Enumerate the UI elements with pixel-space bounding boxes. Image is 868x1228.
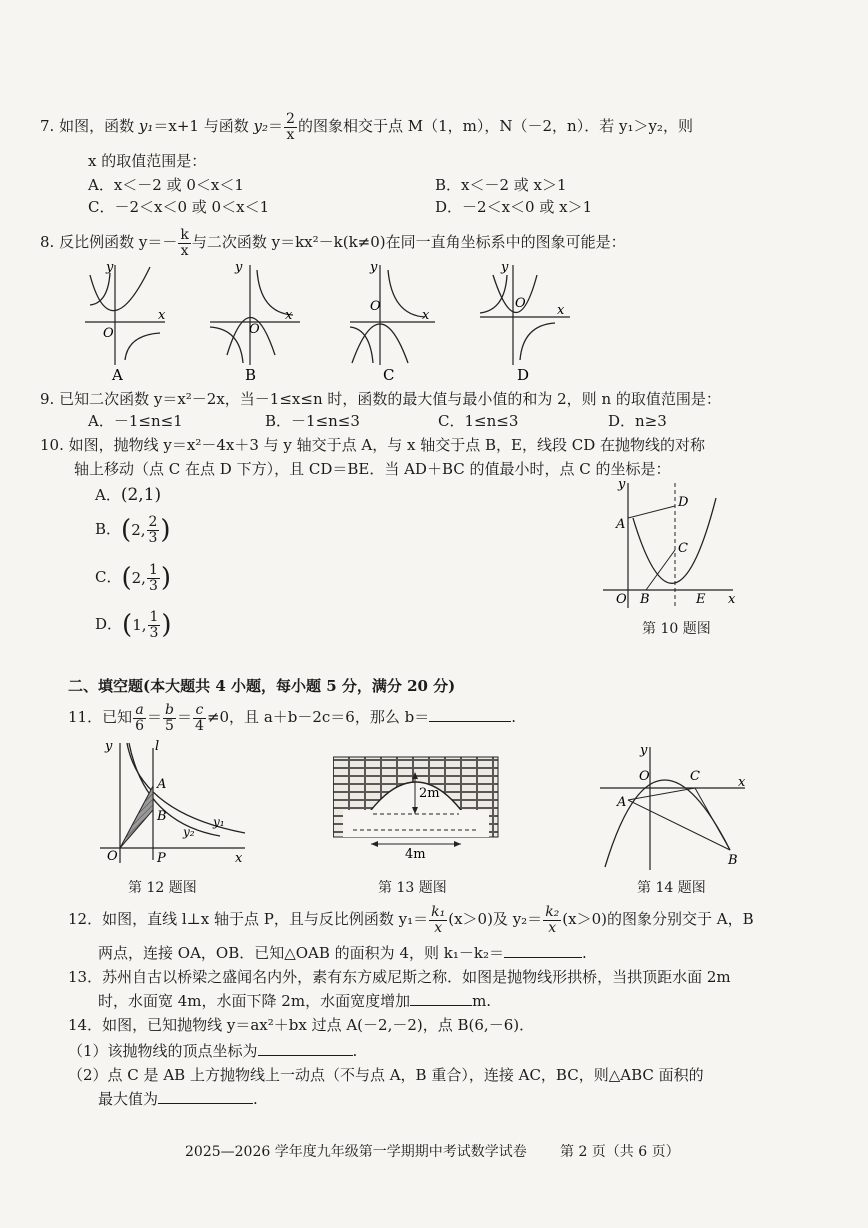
- q11-answer-blank[interactable]: [429, 721, 511, 722]
- q8-frac-num: k: [180, 227, 189, 243]
- q7-eq: ＝: [268, 117, 284, 136]
- q10-opt-d-x: 1,: [132, 616, 147, 635]
- q7-option-c: C．－2＜x＜0 或 0＜x＜1: [88, 198, 270, 216]
- fig14-b-label: B: [728, 853, 738, 868]
- q12-k2-num: k₂: [545, 904, 560, 920]
- q9-option-c: C．1≤n≤3: [438, 412, 519, 430]
- q10-opt-a-label: A．: [95, 486, 121, 504]
- fig14-c-label: C: [690, 769, 700, 784]
- fig14-o-label: O: [639, 769, 650, 784]
- q10-x-label: x: [728, 592, 736, 607]
- fig12-a-label: A: [157, 777, 167, 792]
- section-2-title: 二、填空题(本大题共 4 小题，每小题 5 分，满分 20 分): [68, 677, 456, 695]
- fig12-y1-label: y₁: [213, 815, 225, 829]
- q7-option-b: B．x＜－2 或 x＞1: [435, 176, 567, 194]
- q7-frac-num: 2: [286, 111, 295, 127]
- q7-number: 7.: [40, 117, 55, 136]
- q13-answer-blank[interactable]: [410, 1005, 472, 1006]
- q7-option-d: D．－2＜x＜0 或 x＞1: [435, 198, 593, 216]
- q12-pre: 12．如图，直线 l⊥x 轴于点 P，且与反比例函数 y₁＝: [68, 910, 429, 929]
- q10-opt-d-frac: [148, 610, 161, 640]
- q8-fraction: [178, 228, 190, 258]
- q7-text-c: 的图象相交于点: [297, 117, 403, 136]
- q10-opt-c-label: C．: [95, 568, 122, 587]
- q10-caption: 第 10 题图: [642, 621, 711, 637]
- q8-number: 8.: [40, 233, 55, 252]
- q8-graph-c: [350, 260, 435, 384]
- q12-mid2: (x＞0)的图象分别交于 A，B: [562, 910, 754, 929]
- q8-stem: [40, 228, 626, 258]
- q11-frac-c: [193, 703, 206, 733]
- fig14: [595, 742, 755, 872]
- q14-sub2-end: .: [253, 1090, 258, 1108]
- q12-line2: [98, 942, 587, 963]
- q8-label-a: A: [112, 366, 123, 384]
- q9-option-b: B．－1≤n≤3: [265, 412, 360, 430]
- q8c-x-label: x: [422, 308, 430, 323]
- q8d-y-label: y: [501, 260, 509, 275]
- q10-a-label: A: [616, 517, 626, 532]
- q10-opt-a-value: (2,1): [120, 485, 162, 505]
- q14-sub1-text: （1）该抛物线的顶点坐标为: [68, 1042, 258, 1060]
- fig14-x-label: x: [738, 775, 746, 790]
- q13-unit: m.: [472, 992, 492, 1010]
- fig14-y-label: y: [640, 743, 648, 758]
- fig12-o-label: O: [107, 849, 118, 864]
- fig12-p-label: P: [157, 851, 166, 866]
- q14-sub2-blank[interactable]: [158, 1103, 253, 1104]
- fig14-a-label: A: [617, 795, 627, 810]
- q7-line1: [40, 112, 693, 142]
- q12-line2-text: 两点，连接 OA，OB．已知△OAB 的面积为 4，则 k₁－k₂＝: [98, 944, 504, 962]
- q14-sub1: [68, 1040, 357, 1061]
- fig12-l-label: l: [155, 739, 160, 754]
- q7-points: M（1，m），N（－2，n）．若 y₁＞y₂，则: [407, 117, 693, 136]
- q10-opt-d-num: 1: [149, 609, 159, 625]
- q10-opt-b-frac: [147, 515, 160, 545]
- fig13-caption: 第 13 题图: [378, 880, 447, 896]
- q14-sub1-end: .: [352, 1042, 358, 1060]
- q10-d-label: D: [678, 495, 689, 510]
- q7-frac-den: x: [286, 126, 295, 143]
- q8b-x-label: x: [285, 308, 293, 323]
- q10-option-c: C．(2, $\frac{1}{3}$ ): [95, 562, 172, 594]
- q10-opt-b-x: 2,: [131, 521, 146, 540]
- fig12-x-label: x: [235, 851, 243, 866]
- q14-sub2b: [98, 1088, 258, 1109]
- q10-line1: 10. 如图，抛物线 y＝x²－4x＋3 与 y 轴交于点 A，与 x 轴交于点 B，E，线段 CD 在抛物线的对称: [40, 436, 706, 454]
- q8-graph-d: [480, 260, 570, 384]
- q10-line2: 轴上移动（点 C 在点 D 下方），且 CD＝BE．当 AD＋BC 的值最小时，点 C 的坐标是：: [74, 460, 671, 478]
- q7-y1: y₁: [138, 117, 154, 136]
- q8-graph-b: [210, 260, 300, 384]
- q11-end: .: [511, 708, 517, 727]
- q8-label-c: C: [383, 366, 395, 384]
- q8a-origin: O: [103, 326, 114, 341]
- q12-k1-num: k₁: [431, 904, 446, 920]
- q8c-y-label: y: [370, 260, 378, 275]
- q8d-origin: O: [515, 296, 526, 311]
- q12-answer-blank[interactable]: [504, 957, 582, 958]
- fig12-y2-label: y₂: [183, 825, 195, 839]
- q11-b-den: 5: [165, 717, 174, 734]
- q8b-origin: O: [249, 322, 260, 337]
- q10-opt-b-den: 3: [148, 529, 158, 546]
- q10-option-d: D．(1, $\frac{1}{3}$ ): [95, 609, 172, 641]
- fig12-caption: 第 12 题图: [128, 880, 197, 896]
- q11-b-num: b: [165, 702, 174, 718]
- q12-frac-k2: [543, 905, 561, 935]
- q10-opt-d-label: D．: [95, 615, 123, 634]
- footer-title: 2025—2026 学年度九年级第一学期期中考试数学试卷: [185, 1144, 527, 1160]
- q9-option-d: D．n≥3: [608, 412, 667, 430]
- q7-y2: y₂: [253, 117, 269, 136]
- q12-line1: [68, 905, 754, 935]
- fig12-y-label: y: [105, 739, 113, 754]
- q7-text-b: ＝x+1 与函数: [153, 117, 249, 136]
- q8-graph-a: [85, 260, 166, 384]
- q14-sub2: （2）点 C 是 AB 上方抛物线上一动点（不与点 A，B 重合），连接 AC，BC，则△ABC 面积的: [68, 1066, 704, 1084]
- q12-end: .: [581, 944, 587, 962]
- q13-line1: 13．苏州自古以桥梁之盛闻名内外，素有东方威尼斯之称．如图是抛物线形拱桥，当拱顶距水面 2m: [68, 968, 731, 986]
- q11-frac-a: [133, 703, 146, 733]
- q10-opt-c-num: 1: [148, 562, 158, 578]
- q8-graphs: [70, 255, 590, 385]
- q12-k1-den: x: [434, 919, 443, 936]
- q8c-origin: O: [370, 299, 381, 314]
- q8-text-a: 反比例函数 y＝－: [59, 233, 178, 252]
- q8-text-b: 与二次函数 y＝kx²－k(k≠0)在同一直角坐标系中的图象可能是：: [191, 233, 626, 252]
- q14-stem: 14．如图，已知抛物线 y＝ax²＋bx 过点 A(－2,－2)，点 B(6,－6)．: [68, 1016, 535, 1034]
- q8d-x-label: x: [557, 303, 565, 318]
- q10-option-b: B．(2, $\frac{2}{3}$ ): [95, 514, 171, 546]
- fig12-b-label: B: [157, 809, 167, 824]
- fig12: [95, 738, 255, 868]
- q12-mid1: (x＞0)及 y₂＝: [448, 910, 543, 929]
- q10-opt-c-frac: [147, 563, 160, 593]
- q10-opt-b-label: B．: [95, 520, 122, 539]
- q13-line2: [98, 990, 491, 1011]
- q12-frac-k1: [429, 905, 447, 935]
- footer-page: 第 2 页（共 6 页）: [560, 1144, 680, 1160]
- fig13-width-label: 4m: [405, 847, 426, 862]
- q7-line2: x 的取值范围是：: [88, 152, 207, 170]
- q7-option-a: A．x＜－2 或 0＜x＜1: [88, 176, 244, 194]
- q12-k2-den: x: [548, 919, 557, 936]
- q8a-y-label: y: [106, 260, 114, 275]
- q11-frac-b: [163, 703, 176, 733]
- fig14-caption: 第 14 题图: [637, 880, 706, 896]
- q14-sub1-blank[interactable]: [258, 1055, 353, 1056]
- q11-c-num: c: [193, 703, 206, 719]
- q11-a-num: a: [133, 703, 146, 719]
- q8-frac-den: x: [180, 242, 189, 259]
- q10-y-label: y: [618, 478, 626, 492]
- q14-sub2b-text: 最大值为: [98, 1090, 159, 1108]
- q7-text-a: 如图，函数: [59, 117, 135, 136]
- q10-e-label: E: [696, 592, 706, 607]
- fig13: [333, 752, 503, 862]
- q10-opt-c-den: 3: [148, 577, 158, 594]
- fig13-height-label: 2m: [419, 786, 440, 801]
- q10-opt-c-x: 2,: [131, 569, 146, 588]
- q8a-x-label: x: [158, 308, 166, 323]
- q10-origin-label: O: [616, 592, 627, 607]
- q10-c-label: C: [678, 541, 688, 556]
- q11-c-den: 4: [195, 717, 204, 734]
- q10-figure: [598, 478, 748, 613]
- q10-option-a: [95, 484, 161, 505]
- q13-line2-text: 时，水面宽 4m，水面下降 2m，水面宽度增加: [98, 992, 411, 1010]
- q11-stem: 11．已知 $\frac{a}{6}$ ＝ $\frac{b}{5}$ ＝ $\frac{c}{4}$ ≠0，且 a＋b－2c＝6，那么 b＝ .: [68, 702, 517, 734]
- q11-a-den: 6: [135, 717, 145, 734]
- q10-opt-d-den: 3: [149, 624, 159, 641]
- q11-mid: ≠0，且 a＋b－2c＝6，那么 b＝: [206, 708, 430, 727]
- q8-label-b: B: [245, 366, 257, 384]
- q11-pre: 11．已知: [68, 708, 133, 727]
- q9-stem: 9. 已知二次函数 y＝x²－2x，当－1≤x≤n 时，函数的最大值与最小值的和为 2，则 n 的取值范围是：: [40, 390, 721, 408]
- q9-option-a: A．－1≤n≤1: [88, 412, 183, 430]
- q10-b-label: B: [640, 592, 650, 607]
- q10-opt-b-num: 2: [148, 514, 158, 530]
- q8b-y-label: y: [235, 260, 243, 275]
- q7-fraction: [284, 112, 297, 142]
- q8-label-d: D: [517, 366, 530, 384]
